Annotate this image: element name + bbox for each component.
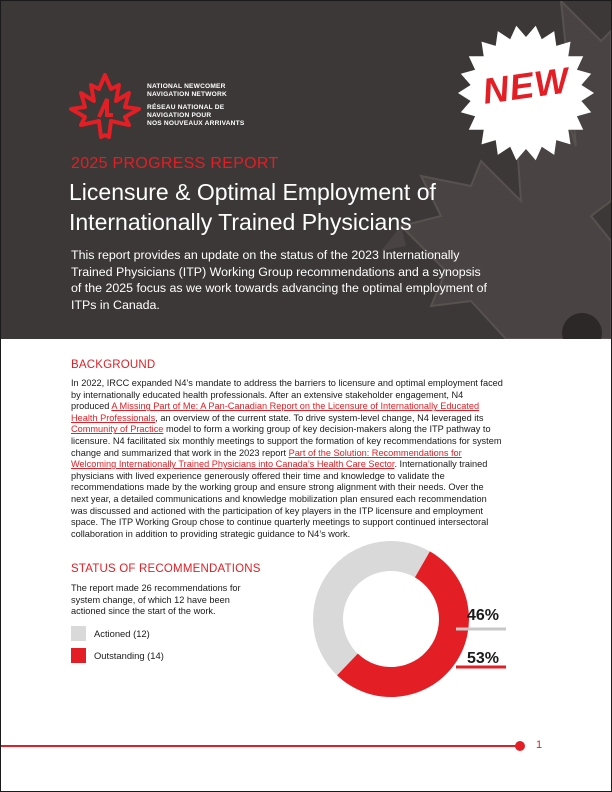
part-of-solution-report-link[interactable]: Part of the Solution: Recommendations for Welcoming Internationally Trained Physicians into Canada’s Health Care Sector (71, 447, 462, 470)
outstanding-percent-label: 53% (467, 650, 500, 667)
status-heading: STATUS OF RECOMMENDATIONS (71, 563, 261, 575)
background-text-4: . Internationally trained physicians with lived experience generously offered their time and knowledge to validate the recommendations made by the working group and ensure strong alignment with their needs. Over the next year, a detailed communications and knowledge mobilization plan ensured each recommendation was discussed and actioned with the participation of key players in the ITP licensure and employment space. The ITP Working Group chose to continue quarterly meetings to support continued intersectoral collaboration in addition to providing strategic guidance to N4’s work. (71, 459, 489, 539)
background-heading: BACKGROUND (71, 359, 156, 371)
legend-outstanding (71, 648, 164, 663)
report-title: Licensure & Optimal Employment of Internationally Trained Physicians (69, 179, 436, 235)
donut-slice-actioned (313, 541, 430, 675)
background-text-2: , an overview of the current state. To drive system-level change, N4 leveraged its (155, 412, 484, 423)
intro-paragraph: This report provides an update on the status of the 2023 Internationally Trained Physicians (ITP) Working Group recommendations and a synopsis of the 2025 focus as we work towards advancing the optimal employment of ITPs in Canada. (71, 248, 487, 312)
org-name-french (147, 104, 267, 128)
page-number: 1 (536, 739, 543, 751)
recommendations-donut-chart (311, 539, 471, 699)
background-text-1: In 2022, IRCC expanded N4’s mandate to address the barriers to licensure and optimal employment faced by internationally educated health professionals. After an extensive stakeholder engagement, N4 produced (71, 378, 503, 412)
legend-actioned-swatch (71, 626, 86, 641)
footer-rule (1, 745, 521, 747)
org-name-english (147, 83, 267, 99)
community-of-practice-link[interactable]: Community of Practice (71, 424, 164, 435)
legend-actioned (71, 626, 150, 641)
new-badge-label: NEW (480, 59, 572, 112)
legend-outstanding-swatch (71, 648, 86, 663)
header-band (1, 1, 611, 339)
org-fr-line-2: NAVIGATION POUR (147, 112, 212, 119)
org-en-line-2: NAVIGATION NETWORK (147, 91, 227, 98)
footer-dot-icon (515, 741, 525, 751)
org-fr-line-3: NOS NOUVEAUX ARRIVANTS (147, 120, 245, 127)
report-label: 2025 PROGRESS REPORT (71, 155, 279, 172)
actioned-percent-label: 46% (467, 607, 500, 624)
org-fr-line-1: RÉSEAU NATIONAL DE (147, 104, 225, 111)
background-paragraph (71, 378, 503, 540)
legend-actioned-label: Actioned (12) (94, 628, 150, 639)
n4-maple-leaf-logo-icon (69, 73, 141, 143)
missing-part-report-link[interactable]: A Missing Part of Me: A Pan-Canadian Report on the Licensure of Internationally Educated Health Professionals (71, 401, 480, 423)
background-text-3: model to form a working group of key decision-makers along the ITP pathway to licensure. N4 facilitated six monthly meetings to support the formation of key recommendations for system change and summarized that work in the 2023 report (71, 424, 502, 458)
legend-outstanding-label: Outstanding (14) (94, 650, 164, 661)
org-en-line-1: NATIONAL NEWCOMER (147, 83, 226, 90)
status-description: The report made 26 recommendations for system change, of which 12 have been actioned since the start of the work. (71, 583, 241, 617)
